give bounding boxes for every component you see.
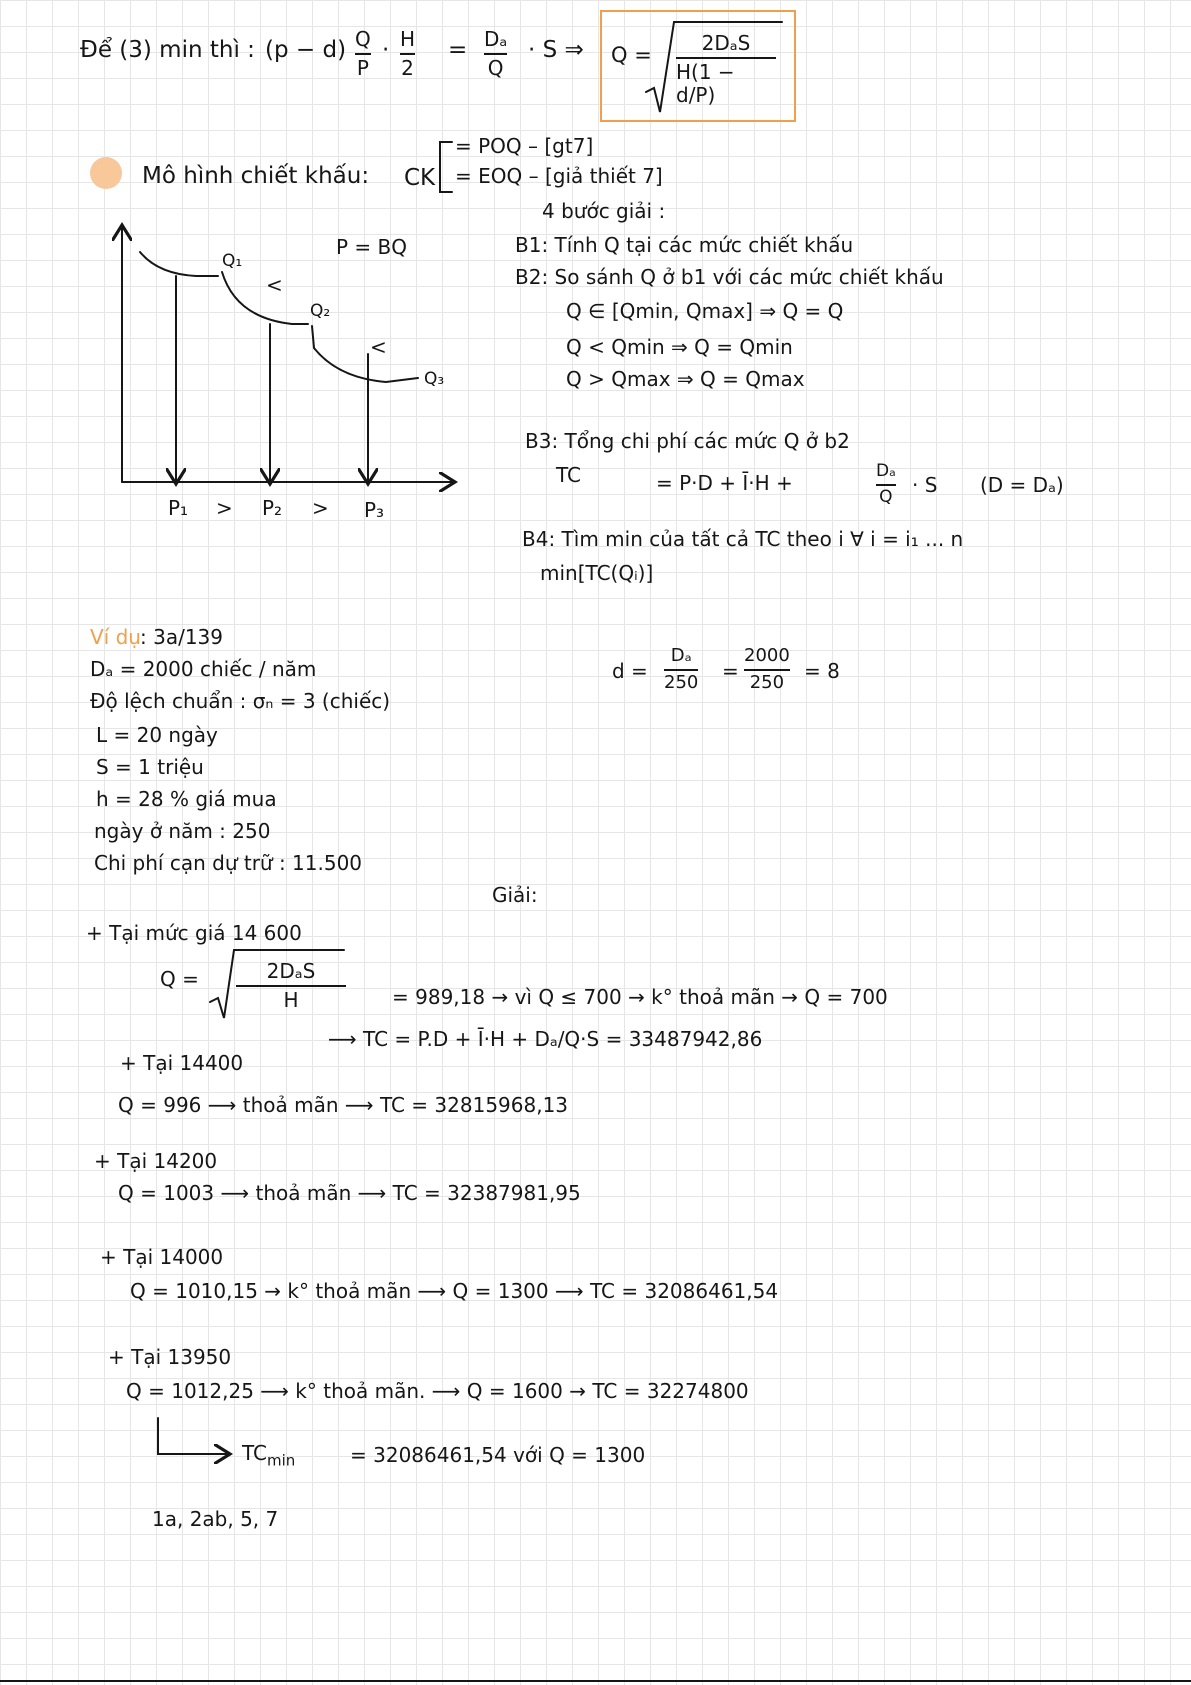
final-tc-result: = 32086461,54 với Q = 1300 bbox=[350, 1443, 646, 1467]
case-above-max: Q > Qmax ⇒ Q = Qmax bbox=[566, 367, 805, 391]
case-within-range: Q ∈ [Qmin, Qmax] ⇒ Q = Q bbox=[566, 299, 844, 323]
level-14000-result: Q = 1010,15 → k° thoả mãn ⟶ Q = 1300 ⟶ TC = 32086461,54 bbox=[130, 1279, 779, 1303]
level-14200-title: + Tại 14200 bbox=[94, 1149, 218, 1173]
step-b3: B3: Tổng chi phí các mức Q ở b2 bbox=[525, 429, 850, 453]
sqrt-sign-top bbox=[646, 22, 782, 112]
d-equals: = bbox=[722, 659, 739, 683]
working-days: ngày ở năm : 250 bbox=[94, 819, 271, 843]
holding-rate: h = 28 % giá mua bbox=[96, 787, 277, 811]
p3-label: P₃ bbox=[364, 498, 385, 522]
level-14600-title: + Tại mức giá 14 600 bbox=[86, 921, 302, 945]
level-14000-title: + Tại 14000 bbox=[100, 1245, 224, 1269]
curve-segment-1 bbox=[140, 252, 218, 276]
shortage-cost: Chi phí cạn dự trữ : 11.500 bbox=[94, 851, 363, 875]
level-14400-result: Q = 996 ⟶ thoả mãn ⟶ TC = 32815968,13 bbox=[118, 1093, 569, 1117]
fraction-denominator: P bbox=[356, 56, 369, 80]
fraction-denominator: 250 bbox=[749, 671, 785, 693]
level-14600-result: = 989,18 → vì Q ≤ 700 → k° thoả mãn → Q = 700 bbox=[392, 985, 888, 1009]
q3-label: Q₃ bbox=[424, 369, 445, 389]
level-14200-result: Q = 1003 ⟶ thoả mãn ⟶ TC = 32387981,95 bbox=[118, 1181, 581, 1205]
sqrt-numerator: 2DₐS bbox=[701, 31, 751, 55]
step-b4: B4: Tìm min của tất cả TC theo i ∀ i = i₁ ... n bbox=[522, 527, 964, 551]
q-label: Q = bbox=[611, 43, 652, 67]
curve-segment-2 bbox=[222, 272, 308, 324]
sqrt-denominator: H(1 − d/P) bbox=[676, 60, 735, 107]
level-14600-q: Q = bbox=[160, 967, 199, 991]
tc-label: TC bbox=[556, 463, 582, 487]
section-title: Mô hình chiết khấu: bbox=[142, 163, 370, 189]
tc-note: (D = Dₐ) bbox=[980, 473, 1064, 497]
ck-line-2: = EOQ – [giả thiết 7] bbox=[455, 164, 663, 188]
q2-label: Q₂ bbox=[310, 301, 331, 321]
p1-label: P₁ bbox=[168, 496, 189, 520]
example-ref: : 3a/139 bbox=[140, 625, 223, 649]
curve-segment-3 bbox=[312, 326, 418, 382]
equals-sign: = bbox=[448, 37, 468, 63]
final-tc-sub: min bbox=[267, 1451, 296, 1470]
lhs-term: (p − d) bbox=[265, 37, 347, 63]
std-deviation: Độ lệch chuẩn : σₙ = 3 (chiếc) bbox=[90, 689, 391, 713]
fraction-denominator: 2 bbox=[401, 56, 414, 80]
tc-tail: · S bbox=[912, 473, 938, 497]
greater-than-1: > bbox=[216, 496, 233, 520]
fraction-numerator: Dₐ bbox=[484, 27, 508, 51]
d-label: d = bbox=[612, 659, 648, 683]
p2-label: P₂ bbox=[262, 496, 283, 520]
solution-title: Giải: bbox=[492, 883, 538, 907]
sqrt-numerator: 2DₐS bbox=[266, 959, 316, 983]
ck-line-1: = POQ – [gt7] bbox=[455, 134, 594, 158]
fraction-numerator: H bbox=[400, 27, 416, 51]
fraction-denominator: Q bbox=[879, 486, 893, 507]
tc-formula: = P·D + Ī·H + bbox=[656, 471, 793, 495]
fraction-denominator: 250 bbox=[664, 671, 699, 693]
fraction-numerator: 2000 bbox=[744, 645, 790, 666]
demand: Dₐ = 2000 chiếc / năm bbox=[90, 657, 317, 681]
case-below-min: Q < Qmin ⇒ Q = Qmin bbox=[566, 335, 793, 359]
homework-list: 1a, 2ab, 5, 7 bbox=[152, 1507, 279, 1531]
formula-tail: · S ⇒ bbox=[528, 37, 584, 63]
level-14600-tc: ⟶ TC = P.D + Ī·H + Dₐ/Q·S = 33487942,86 bbox=[328, 1027, 763, 1051]
steps-title: 4 bước giải : bbox=[542, 199, 666, 223]
p-bq-label: P = BQ bbox=[336, 235, 407, 259]
final-elbow-arrow bbox=[158, 1418, 230, 1454]
greater-than-2: > bbox=[312, 496, 329, 520]
less-than-1: < bbox=[266, 273, 283, 297]
level-13950-result: Q = 1012,25 ⟶ k° thoả mãn. ⟶ Q = 1600 → TC = 32274800 bbox=[126, 1379, 749, 1403]
d-result: = 8 bbox=[804, 659, 840, 683]
ck-label: CK bbox=[404, 165, 436, 191]
step-b2: B2: So sánh Q ở b1 với các mức chiết khấu bbox=[515, 265, 944, 289]
sqrt-sign-solution bbox=[210, 950, 344, 1018]
ck-bracket bbox=[440, 142, 452, 192]
level-14400-title: + Tại 14400 bbox=[120, 1051, 244, 1075]
fraction-numerator: Dₐ bbox=[670, 645, 692, 666]
example-label: Ví dụ bbox=[90, 625, 141, 649]
final-tc: TC bbox=[242, 1441, 268, 1465]
level-13950-title: + Tại 13950 bbox=[108, 1345, 232, 1369]
q1-label: Q₁ bbox=[222, 251, 243, 271]
step-b1: B1: Tính Q tại các mức chiết khấu bbox=[515, 233, 854, 257]
sqrt-denominator: H bbox=[283, 988, 299, 1012]
condition-prefix: Để (3) min thì : bbox=[80, 37, 255, 63]
setup-cost: S = 1 triệu bbox=[96, 755, 204, 779]
b4-min: min[TC(Qᵢ)] bbox=[540, 561, 654, 585]
fraction-denominator: Q bbox=[487, 56, 504, 80]
fraction-numerator: Q bbox=[355, 27, 371, 51]
less-than-2: < bbox=[370, 335, 387, 359]
lead-time: L = 20 ngày bbox=[96, 723, 218, 747]
fraction-numerator: Dₐ bbox=[876, 461, 896, 481]
